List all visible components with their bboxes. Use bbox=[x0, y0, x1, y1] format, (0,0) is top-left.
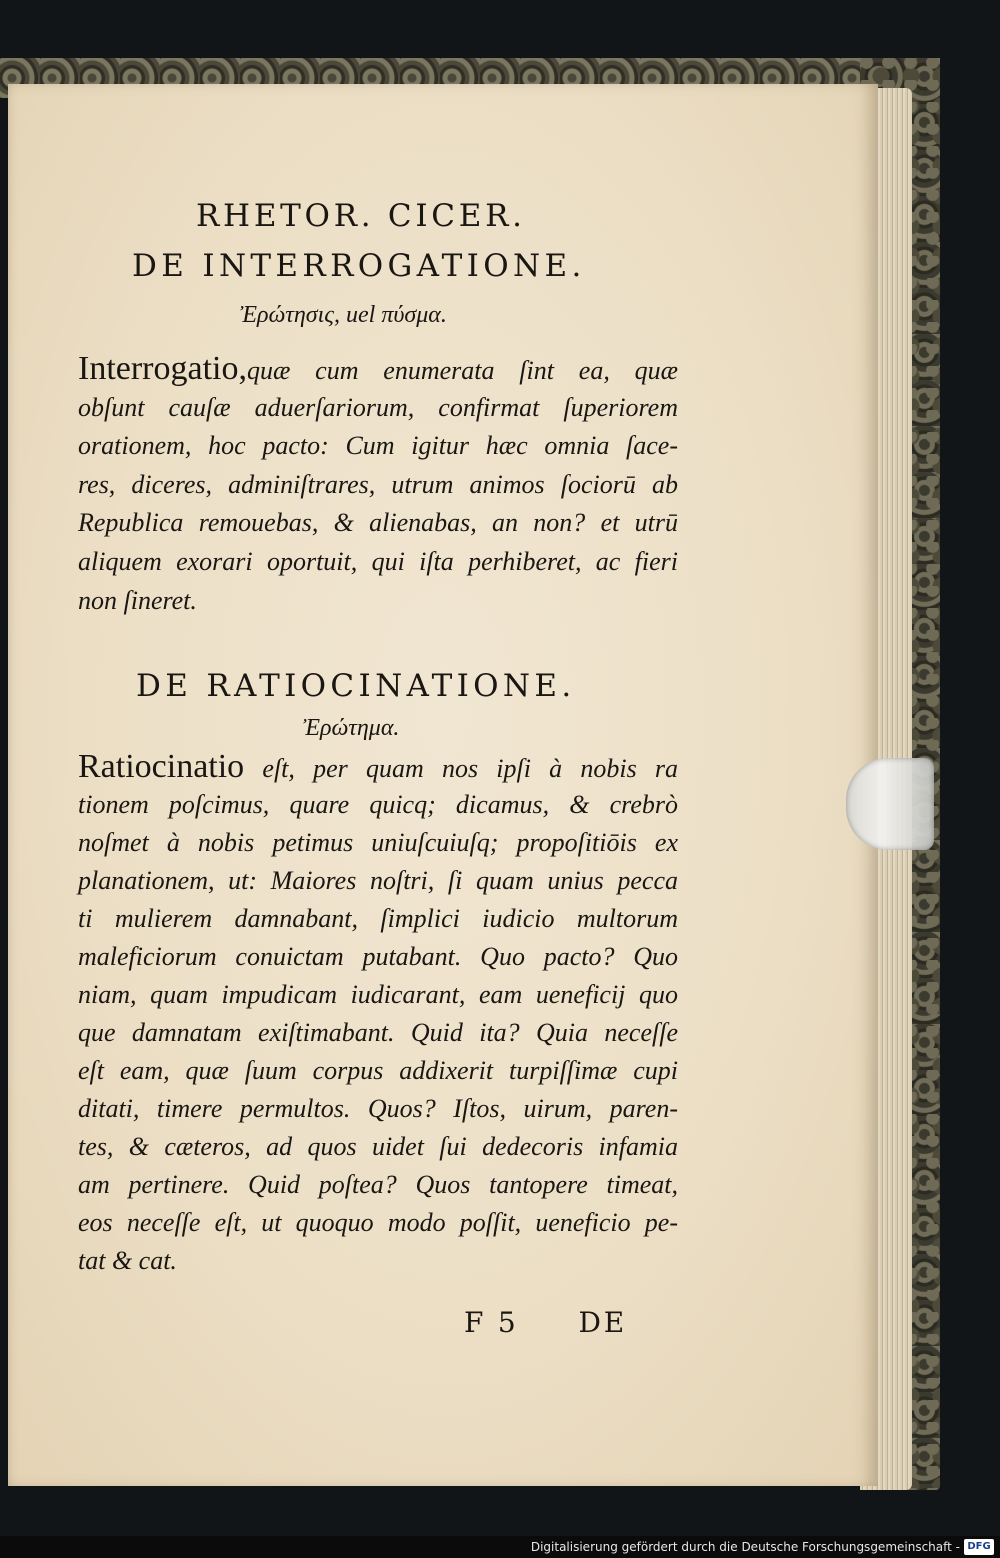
section-heading-ratiocinatione: DE RATIOCINATIONE. bbox=[136, 668, 576, 704]
text-line: ti mulierem damnabant, ſimplici iudicio multorum bbox=[78, 904, 678, 933]
text-line: eos neceſſe eſt, ut quoquo modo poſſit, ueneficio pe- bbox=[78, 1208, 678, 1237]
text-line: niam, quam impudicam iudicarant, eam ueneficij quo bbox=[78, 980, 678, 1009]
paragraph-interrogatione bbox=[78, 350, 678, 620]
text-line: planationem, ut: Maiores noſtri, ſi quam unius pecca bbox=[78, 866, 678, 895]
text-line: Ratiocinatio eſt, per quam nos ipſi à nobis ra bbox=[78, 748, 679, 785]
section-heading-interrogatione: DE INTERROGATIONE. bbox=[132, 248, 586, 284]
greek-term-interrogatione: Ἐρώτησις, uel πύσμα. bbox=[240, 302, 447, 328]
dfg-logo-icon: DFG bbox=[964, 1539, 994, 1555]
text-line: maleficiorum conuictam putabant. Quo pacto? Quo bbox=[78, 942, 678, 971]
lead-word: Ratiocinatio bbox=[78, 748, 245, 785]
lead-word: Interrogatio, bbox=[78, 350, 247, 387]
signature-mark: F 5 bbox=[464, 1306, 519, 1339]
text-line: obſunt cauſæ aduerſariorum, confirmat ſuperiorem bbox=[78, 392, 678, 422]
text-line: ditati, timere permultos. Quos? Iſtos, uirum, paren- bbox=[78, 1094, 678, 1123]
text-line: noſmet à nobis petimus uniuſcuiuſq; propoſitiōis ex bbox=[78, 828, 678, 857]
paragraph-ratiocinatione bbox=[78, 748, 678, 1280]
text-line: Republica remouebas, & alienabas, an non? et utrū bbox=[78, 508, 678, 538]
text-line: orationem, hoc pacto: Cum igitur hæc omnia ſace- bbox=[78, 431, 678, 461]
signature-line bbox=[464, 1306, 627, 1339]
page-clip bbox=[846, 758, 934, 850]
text-line: tes, & cæteros, ad quos uidet ſui dedecoris infamia bbox=[78, 1132, 678, 1161]
text-line: eſt eam, quæ ſuum corpus addixerit turpiſſimæ cupi bbox=[78, 1056, 678, 1085]
footer-credit: Digitalisierung gefördert durch die Deutsche Forschungsgemeinschaft - bbox=[530, 1540, 960, 1554]
text-line: tionem poſcimus, quare quicq; dicamus, & crebrò bbox=[78, 790, 678, 819]
text-line: que damnatam exiſtimabant. Quid ita? Quia neceſſe bbox=[78, 1018, 678, 1047]
running-head: RHETOR. CICER. bbox=[196, 198, 526, 234]
text-line: Interrogatio,quæ cum enumerata ſint ea, quæ bbox=[78, 350, 678, 387]
text-line: non ſineret. bbox=[78, 585, 197, 615]
text-line: res, diceres, adminiſtrares, utrum animos ſociorū ab bbox=[78, 469, 678, 499]
text-line: am pertinere. Quid poſtea? Quos tantopere timeat, bbox=[78, 1170, 678, 1199]
text-line: aliquem exorari oportuit, qui iſta perhiberet, ac fieri bbox=[78, 546, 678, 576]
text-line: tat & cat. bbox=[78, 1246, 177, 1275]
catchword: DE bbox=[578, 1306, 628, 1339]
greek-term-ratiocinatione: Ἐρώτημα. bbox=[303, 715, 400, 741]
